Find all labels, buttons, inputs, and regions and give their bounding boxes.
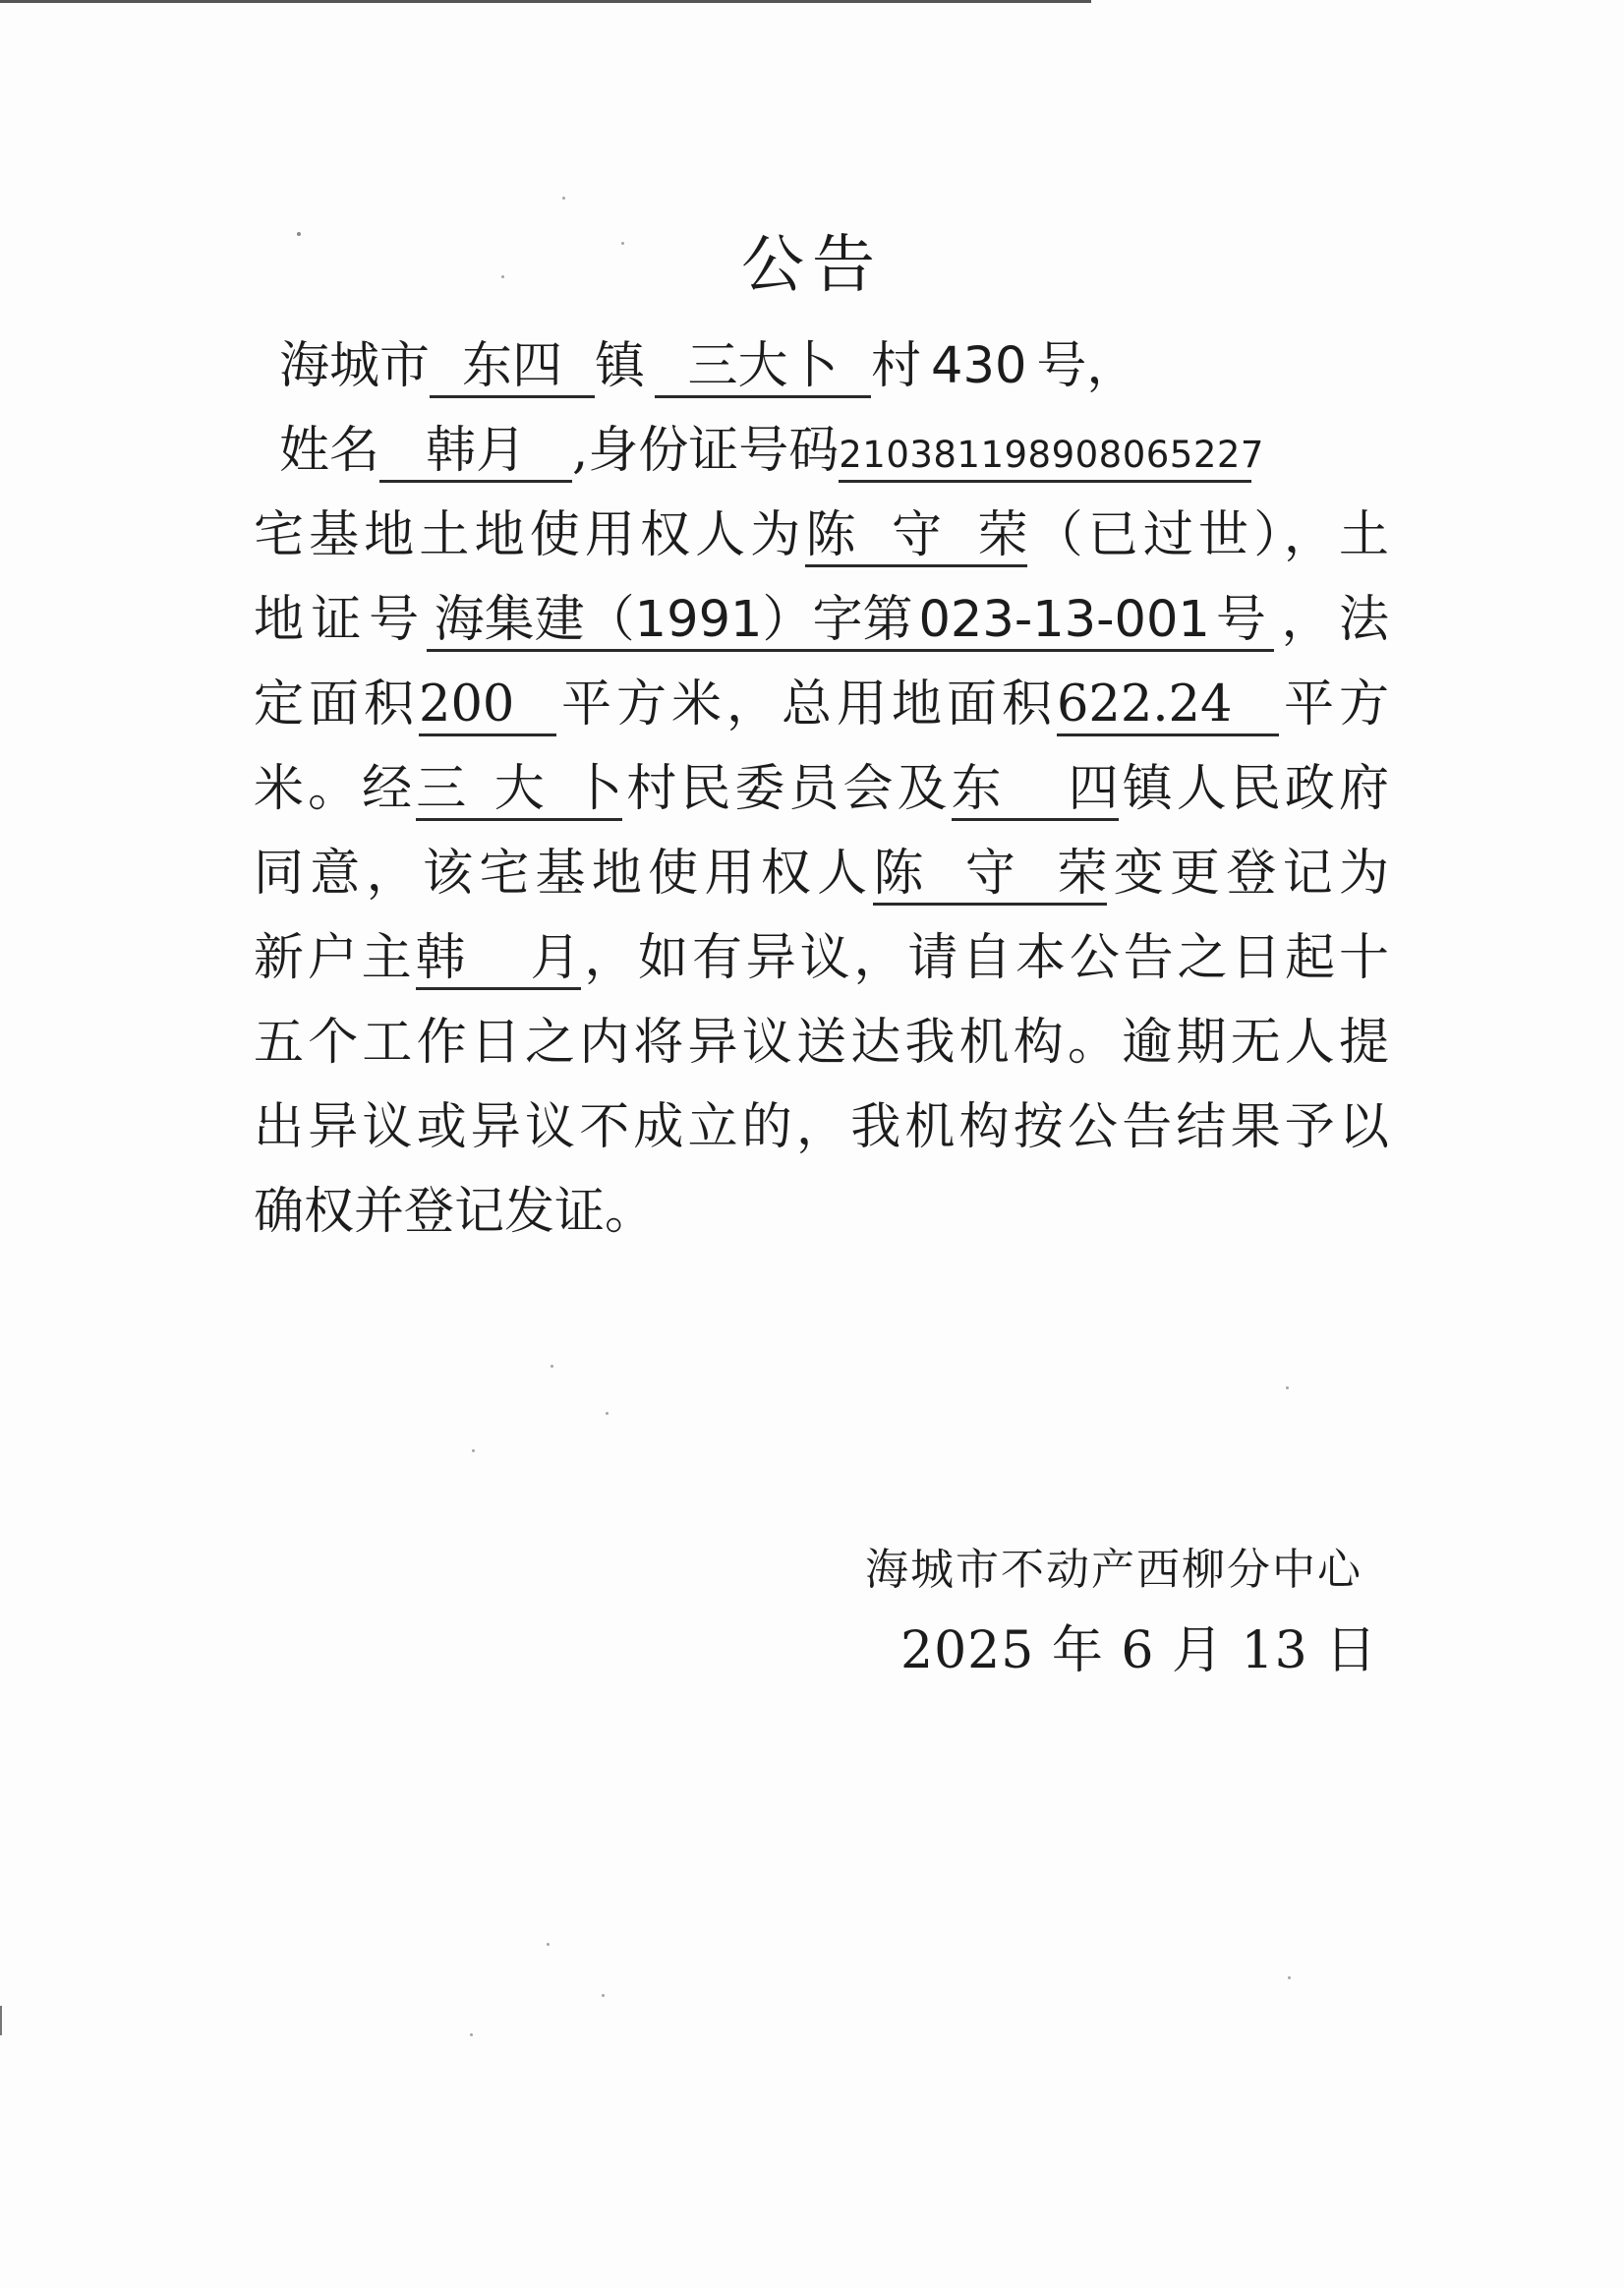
house-number-suffix: 号， [1036,337,1137,395]
body-text: 五个工作日之内将异议送达我机构。逾期无人提 [254,1014,1389,1072]
new-holder-field: 韩月 [416,930,581,990]
cert-mid: ）字第 [762,591,913,649]
town-field: 东四 [430,338,595,398]
body-text: ，如有异议，请自本公告之日起十 [580,929,1389,987]
body-text: 同意，该宅基地使用权人 [254,845,874,903]
id-number-field: 210381198908065227 [839,431,1251,483]
id-label: ,身份证号码 [572,422,840,480]
cert-no: 023-13-001 [918,591,1210,649]
body-line-7 [254,832,1389,916]
cert-suffix: 号 [1215,591,1266,649]
scan-edge-top [0,0,1091,3]
notice-body [254,324,1389,1255]
issuing-organization: 海城市不动产西柳分中心 [865,1545,1363,1595]
body-text: 平方 [1278,675,1389,733]
scan-speck [470,2033,473,2036]
body-line-3 [254,494,1389,578]
town-suffix: 镇 [595,337,646,395]
body-line-6 [254,747,1389,832]
body-text: ，法 [1273,591,1389,649]
body-line-4 [254,578,1389,663]
body-line-5 [254,663,1389,747]
city-text: 海城市 [279,337,431,395]
house-number: 430 [931,337,1027,395]
scan-speck [472,1449,475,1452]
body-text: 出异议或异议不成立的，我机构按公告结果予以 [254,1098,1389,1156]
legal-area-field: 200 [419,676,556,736]
body-text: 村民委员会及 [622,760,952,818]
scan-speck [1288,1976,1291,1979]
body-text: 确权并登记发证。 [254,1183,656,1241]
scan-speck [551,1365,553,1368]
body-text: 平方米，总用地面积 [556,675,1057,733]
address-line [254,324,1389,409]
applicant-name-field: 韩月 [379,423,572,483]
scan-speck [1286,1386,1289,1389]
certificate-number-field [427,592,1274,652]
scan-speck [602,1994,605,1997]
applicant-line [254,409,1389,494]
village-suffix: 村 [871,337,922,395]
total-area-field: 622.24 [1057,676,1279,736]
body-line-10 [254,1085,1389,1170]
body-line-8 [254,916,1389,1001]
issue-date: 2025 年 6 月 13 日 [900,1621,1378,1680]
village-field: 三大卜 [655,338,871,398]
notice-title: 公告 [741,229,883,302]
body-text: 宅基地土地使用权人为 [254,506,806,564]
scan-speck [547,1943,550,1946]
body-text: （已过世），土 [1027,506,1389,564]
town-government-field: 东四 [952,761,1119,821]
cert-year: 1991 [634,591,763,649]
scan-edge-left [0,2006,2,2035]
body-text: 新户主 [254,929,416,987]
body-text: 定面积 [254,675,419,733]
body-line-9 [254,1001,1389,1085]
village-committee-field: 三大卜 [416,761,622,821]
cert-prefix: 海集建（ [434,591,635,649]
body-text: 米。经 [254,760,417,818]
holder-field: 陈守荣 [873,846,1107,906]
body-text: 地证号 [254,591,427,649]
scan-speck [606,1412,609,1415]
body-line-11 [254,1170,1389,1255]
name-label: 姓名 [279,422,380,480]
original-holder-field: 陈守荣 [805,507,1027,567]
scan-speck [562,197,565,200]
body-text: 镇人民政府 [1118,760,1389,818]
body-text: 变更登记为 [1107,845,1389,903]
